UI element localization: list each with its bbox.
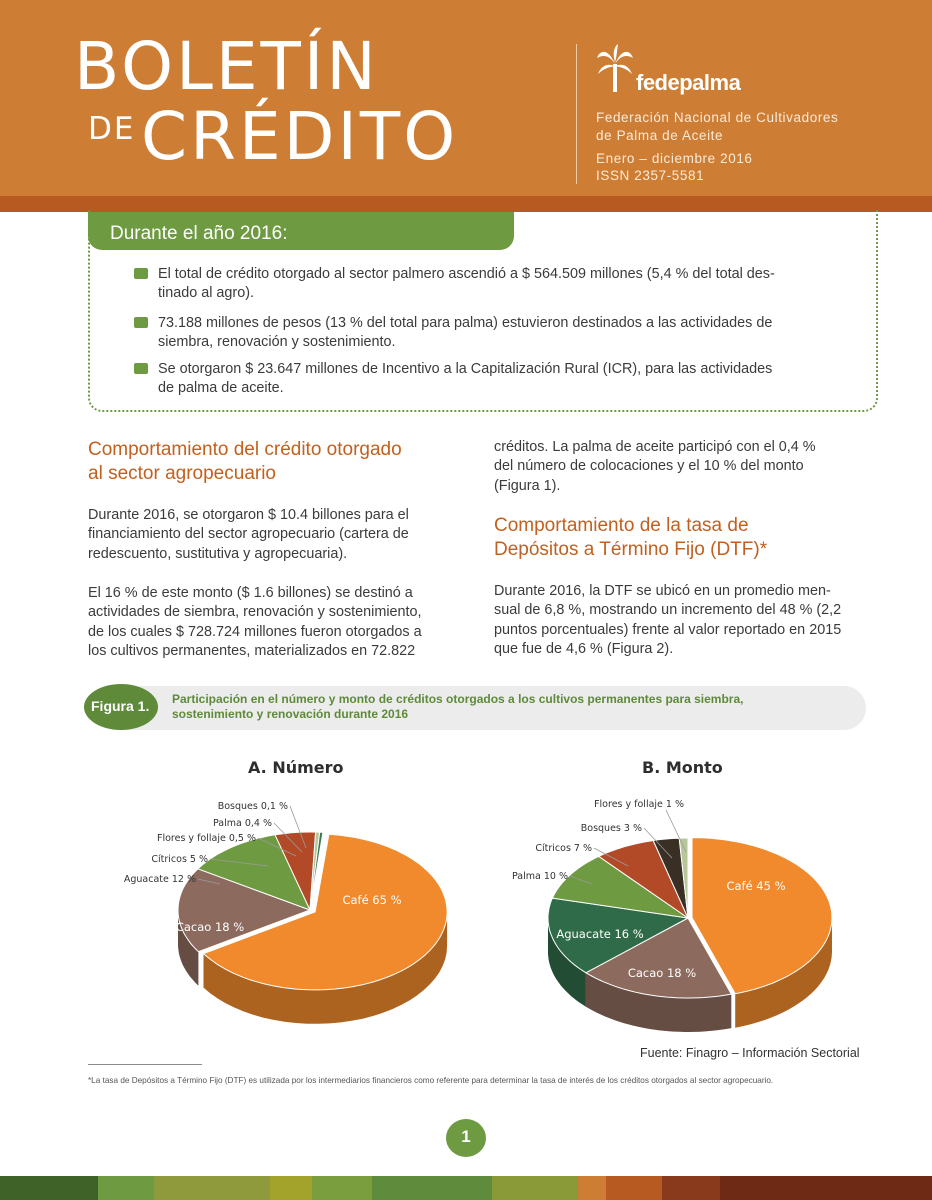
text-line: de los cuales $ 728.724 millones fueron otorgados a xyxy=(88,623,422,640)
figure-source: Fuente: Finagro – Información Sectorial xyxy=(640,1046,860,1060)
text-line: Durante 2016, la DTF se ubicó en un promedio men- xyxy=(494,583,831,599)
bullet-marker xyxy=(134,363,148,374)
pie-label: Café 65 % xyxy=(342,893,402,907)
section1-paragraph-3 xyxy=(494,438,870,496)
text-line: que fue de 4,6 % (Figura 2). xyxy=(494,640,674,657)
pie-chart-numero xyxy=(110,790,470,1050)
pie-label: Café 45 % xyxy=(726,879,786,893)
pie-label: Bosques 0,1 % xyxy=(217,801,288,812)
section1-heading xyxy=(88,438,402,486)
highlight-bullet-3 xyxy=(158,360,838,398)
figure-caption-line2: sostenimiento y renovación durante 2016 xyxy=(172,707,409,721)
pie-label: Cacao 18 % xyxy=(175,920,245,934)
section2-heading-line2: Depósitos a Término Fijo (DTF)* xyxy=(494,539,768,560)
section1-paragraph-2 xyxy=(88,584,464,661)
header-divider xyxy=(576,44,577,184)
footnote: *La tasa de Depósitos a Término Fijo (DTF) es utilizada por los intermediarios financieros como referente para determinar la tasa de interés de los créditos otorgados al sector agropecuario. xyxy=(88,1076,774,1085)
footnote-divider xyxy=(88,1064,202,1065)
pie-label: Cítricos 5 % xyxy=(151,854,208,865)
title-de: DE xyxy=(88,111,136,147)
page-number: 1 xyxy=(461,1127,471,1146)
bullet-marker xyxy=(134,268,148,279)
color-bar-segment xyxy=(578,1176,606,1200)
section2-heading xyxy=(494,514,767,562)
pie-label: Aguacate 12 % xyxy=(123,874,196,885)
pie-label: Palma 0,4 % xyxy=(212,818,272,829)
text-line: los cultivos permanentes, materializados en 72.822 xyxy=(88,642,416,659)
bottom-color-bar xyxy=(0,1176,932,1200)
color-bar-segment xyxy=(720,1176,932,1200)
org-name-line1: Federación Nacional de Cultivadores xyxy=(596,110,839,125)
bullet-3-line-2: de palma de aceite. xyxy=(158,380,284,396)
chart-b-title: B. Monto xyxy=(642,758,723,777)
pie-chart-monto xyxy=(500,790,860,1050)
color-bar-segment xyxy=(492,1176,578,1200)
highlight-bullet-1 xyxy=(158,265,838,303)
color-bar-segment xyxy=(0,1176,98,1200)
bullet-2-line-2: siembra, renovación y sostenimiento. xyxy=(158,334,396,350)
bullet-marker xyxy=(134,317,148,328)
pie-label: Cítricos 7 % xyxy=(535,843,592,854)
palm-logo-icon xyxy=(596,44,634,92)
pie-label: Bosques 3 % xyxy=(580,823,642,834)
text-line: financiamiento del sector agropecuario (cartera de xyxy=(88,526,409,543)
text-line: Durante 2016, se otorgaron $ 10.4 billones para el xyxy=(88,507,409,523)
issn: ISSN 2357-5581 xyxy=(596,168,705,183)
color-bar-segment xyxy=(312,1176,372,1200)
pie-label: Aguacate 16 % xyxy=(556,927,644,941)
highlight-bullet-2 xyxy=(158,314,838,352)
color-bar-segment xyxy=(662,1176,720,1200)
text-line: redescuento, sustitutiva y agropecuaria). xyxy=(88,545,348,562)
period: Enero – diciembre 2016 xyxy=(596,151,753,166)
section1-paragraph-1 xyxy=(88,506,464,564)
text-line: (Figura 1). xyxy=(494,477,561,494)
figure-caption xyxy=(172,692,822,722)
color-bar-segment xyxy=(154,1176,270,1200)
bullet-1-line-1: El total de crédito otorgado al sector palmero ascendió a $ 564.509 millones (5,4 % del total des- xyxy=(158,266,775,282)
figure-caption-line1: Participación en el número y monto de créditos otorgados a los cultivos permanentes para siembra, xyxy=(172,692,744,706)
text-line: créditos. La palma de aceite participó con el 0,4 % xyxy=(494,439,816,455)
bullet-3-line-1: Se otorgaron $ 23.647 millones de Incentivo a la Capitalización Rural (ICR), para las actividades xyxy=(158,361,773,377)
pie-label: Flores y follaje 1 % xyxy=(594,799,684,810)
highlights-tab-label: Durante el año 2016: xyxy=(110,223,288,244)
text-line: El 16 % de este monto ($ 1.6 billones) se destinó a xyxy=(88,585,413,601)
logo-text: fedepalma xyxy=(636,70,741,95)
title-line-1: BOLETÍN xyxy=(74,28,379,105)
title-line-2: CRÉDITO xyxy=(141,98,459,175)
figure-label: Figura 1. xyxy=(91,698,150,714)
chart-a-title: A. Número xyxy=(248,758,344,777)
text-line: actividades de siembra, renovación y sostenimiento, xyxy=(88,604,422,621)
text-line: sual de 6,8 %, mostrando un incremento del 48 % (2,2 xyxy=(494,602,842,619)
section2-paragraph-1 xyxy=(494,582,870,659)
org-name-line2: de Palma de Aceite xyxy=(596,128,724,143)
color-bar-segment xyxy=(98,1176,154,1200)
text-line: del número de colocaciones y el 10 % del monto xyxy=(494,458,804,475)
text-line: puntos porcentuales) frente al valor reportado en 2015 xyxy=(494,621,842,638)
color-bar-segment xyxy=(270,1176,312,1200)
pie-label: Cacao 18 % xyxy=(627,966,697,980)
section1-heading-line1: Comportamiento del crédito otorgado xyxy=(88,439,402,460)
section1-heading-line2: al sector agropecuario xyxy=(88,463,276,484)
color-bar-segment xyxy=(606,1176,662,1200)
bullet-2-line-1: 73.188 millones de pesos (13 % del total para palma) estuvieron destinados a las actividades de xyxy=(158,315,773,331)
section2-heading-line1: Comportamiento de la tasa de xyxy=(494,515,749,536)
bullet-1-line-2: tinado al agro). xyxy=(158,285,254,301)
color-bar-segment xyxy=(372,1176,492,1200)
pie-label: Palma 10 % xyxy=(512,871,568,882)
pie-label: Flores y follaje 0,5 % xyxy=(157,833,256,844)
